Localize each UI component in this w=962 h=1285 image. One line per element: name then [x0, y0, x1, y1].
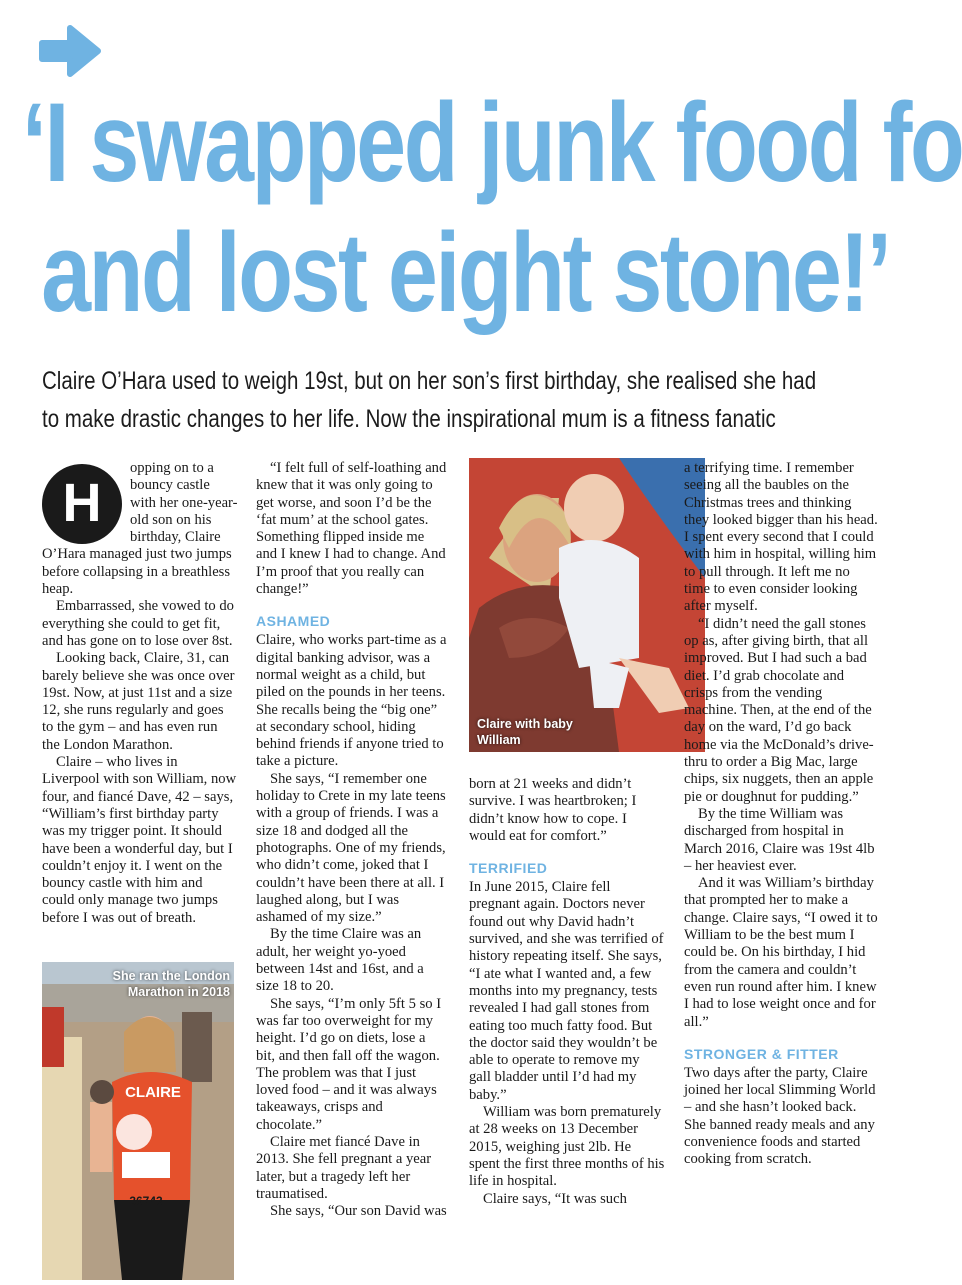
standfirst-line-1: Claire O’Hara used to weigh 19st, but on her son’s first birthday, she realised she had	[42, 367, 817, 395]
paragraph: Embarrassed, she vowed to do everything she could to get fit, and has gone on to lose over 8st.	[42, 598, 234, 649]
paragraph: a terrifying time. I remember seeing all the baubles on the Christmas trees and thinking they looked bigger than his head. I spent every second that I could with him in hospital, willing him to pull through. It left me no time to even consider looking after myself.	[684, 460, 878, 615]
arrow-right-icon	[36, 22, 102, 80]
paragraph: Two days after the party, Claire joined her local Slimming World – and she hasn’t looked back. She banned ready meals and any convenience foods and started cooking from scratch.	[684, 1064, 876, 1168]
paragraph: In June 2015, Claire fell pregnant again. Doctors never found out why David hadn’t survived, and she was terrified of history repeating itself. She says, “I ate what I wanted and, a few months into my pregnancy, tests revealed I had gall stones from eating too much fatty food. But the doctor said they wouldn’t be able to operate to remove my gall bladder until I’d had my baby.”	[469, 879, 664, 1103]
paragraph: Claire – who lives in Liverpool with son William, now four, and fiancé Dave, 42 – says, “William’s first birthday party was my trigger point. It should have been a wonderful day, but I couldn’t enjoy it. I went on the bouncy castle with him and could only manage two jumps before I was out of breath.	[42, 754, 237, 926]
paragraph: She says, “I’m only 5ft 5 so I was far too overweight for my height. I’d go on diets, lose a bit, and then fall off the wagon. The problem was that I just loved food – and it was always takeaways, crisps and chocolate.”	[256, 995, 442, 1133]
mother-baby-photo-image	[469, 458, 705, 752]
paragraph: “I felt full of self-loathing and knew that it was only going to get worse, and soon I’d be the ‘fat mum’ at the school gates. Something flipped inside me and I knew I had to change. And I’m proof that you really can change!”	[256, 460, 447, 598]
article-column-3	[469, 776, 665, 1208]
headline	[22, 78, 962, 338]
subheading: ASHAMED	[256, 613, 331, 630]
paragraph: Claire met fiancé Dave in 2013. She fell pregnant a year later, but a tragedy left her traumatised.	[256, 1133, 432, 1202]
paragraph: Looking back, Claire, 31, can barely believe she was once over 19st. Now, at just 11st and a size 12, she runs regularly and goes to the gym – and has even run the London Marathon.	[42, 650, 235, 753]
subheading: TERRIFIED	[469, 860, 548, 877]
article-column-2	[256, 460, 448, 1220]
marathon-photo	[42, 962, 234, 1280]
mother-baby-photo	[469, 458, 705, 752]
article-column-1	[42, 460, 238, 927]
paragraph: By the time William was discharged from hospital in March 2016, Claire was 19st 4lb – her heaviest ever.	[684, 805, 875, 874]
paragraph: She says, “I remember one holiday to Crete in my late teens with a group of friends. I was a size 18 and dodged all the photographs. One of my friends, who didn’t come, joked that I couldn’t have been there at all. I laughed along, but I was ashamed of my size.”	[256, 770, 446, 926]
paragraph: Claire says, “It was such	[483, 1190, 627, 1207]
paragraph: By the time Claire was an adult, her weight yo-yoed between 14st and 16st, and a size 18 to 20.	[256, 926, 424, 995]
bib-number: 36743	[129, 1194, 163, 1208]
bib-name: CLAIRE	[125, 1084, 181, 1101]
photo-caption: She ran the London Marathon in 2018	[112, 969, 230, 999]
paragraph: William was born prematurely at 28 weeks on 13 December 2015, weighing just 2lb. He spent the first three months of his life in hospital.	[469, 1104, 665, 1190]
standfirst-line-2: to make drastic changes to her life. Now the inspirational mum is a fitness fanatic	[42, 405, 776, 433]
subheading: STRONGER & FITTER	[684, 1045, 839, 1062]
headline-line-2: and lost eight stone!’	[41, 210, 890, 335]
paragraph: Claire, who works part-time as a digital banking advisor, was a normal weight as a child, but piled on the pounds in her teens. She recalls being the “big one” at secondary school, hiding behind friends if anyone tried to take a picture.	[256, 632, 447, 770]
paragraph: She says, “Our son David was	[270, 1203, 447, 1220]
drop-cap: H	[42, 464, 122, 544]
standfirst	[42, 362, 862, 438]
article-column-4	[684, 460, 878, 1169]
paragraph: “I didn’t need the gall stones op as, after giving birth, that all improved. But I had such a bad diet. I’d grab chocolate and crisps from the vending machine. Then, at the end of the day on the ward, I’d go back home via the McDonald’s drive-thru to order a Big Mac, large chips, six nuggets, then an apple pie or doughnut for pudding.”	[684, 615, 874, 805]
paragraph: born at 21 weeks and didn’t survive. I was heartbroken; I didn’t know how to cope. I would eat for comfort.”	[469, 776, 637, 844]
headline-line-1: ‘I swapped junk food fo	[22, 80, 962, 205]
paragraph: And it was William’s birthday that prompted her to make a change. Claire says, “I owed it to William to be the best mum I could be. On his birthday, I hid from the camera and couldn’t even run round after him. I knew I had to lose weight once and for all.”	[684, 875, 878, 1030]
paragraph: opping on to a bouncy castle with her one-year-old son on his birthday, Claire O’Hara managed just two jumps before collapsing in a breathless heap.	[42, 460, 238, 598]
marathon-photo-image	[42, 962, 234, 1280]
photo-caption: Claire with baby William	[477, 717, 573, 747]
